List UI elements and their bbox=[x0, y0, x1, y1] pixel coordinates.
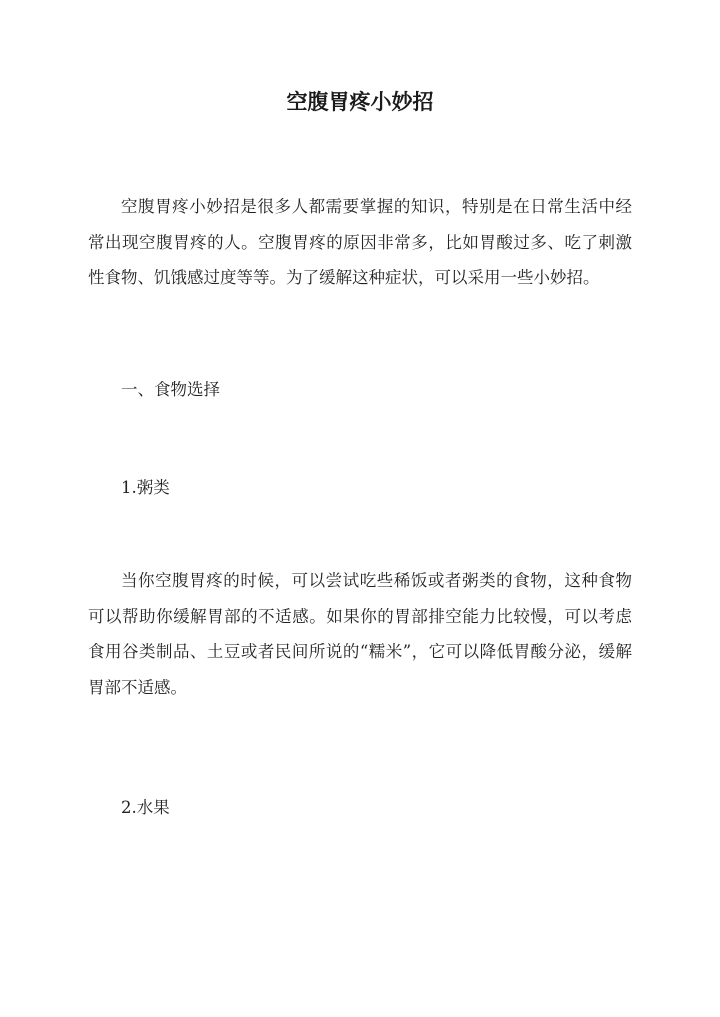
subheading-fruit: 2.水果 bbox=[121, 798, 170, 817]
porridge-paragraph: 当你空腹胃疼的时候，可以尝试吃些稀饭或者粥类的食物，这种食物可以帮助你缓解胃部的不适感。如果你的胃部排空能力比较慢，可以考虑食用谷类制品、土豆或者民间所说的“糯米”，它可以降低胃酸分泌，缓解胃部不适感。 bbox=[88, 571, 632, 697]
page-title: 空腹胃疼小妙招 bbox=[286, 89, 434, 114]
intro-paragraph: 空腹胃疼小妙招是很多人都需要掌握的知识，特别是在日常生活中经常出现空腹胃疼的人。空腹胃疼的原因非常多，比如胃酸过多、吃了刺激性食物、饥饿感过度等等。为了缓解这种症状，可以采用一些小妙招。 bbox=[88, 197, 632, 287]
subheading-porridge: 1.粥类 bbox=[121, 478, 170, 497]
section-heading-food-choice: 一、食物选择 bbox=[121, 380, 220, 399]
